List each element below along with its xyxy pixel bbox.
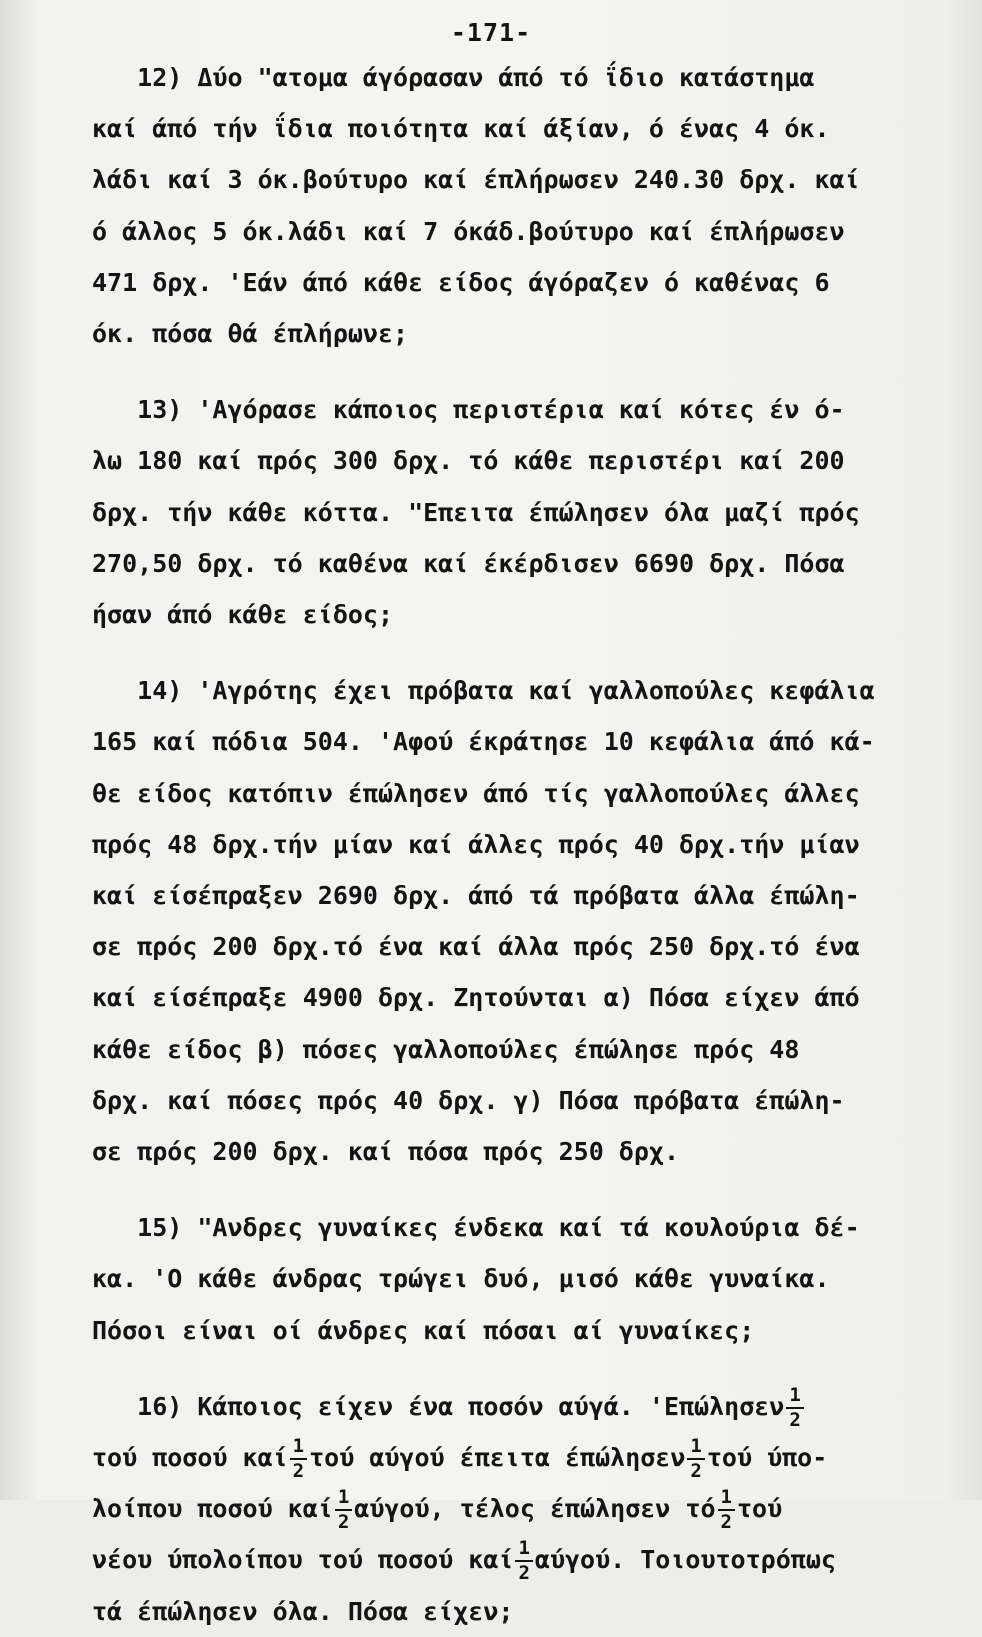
paragraph-gap xyxy=(92,1177,942,1202)
problem-line: 15) "Ανδρες γυναίκες ένδεκα καί τά κουλούρια δέ- xyxy=(92,1213,860,1243)
problems-list xyxy=(92,52,942,1356)
problem-line xyxy=(92,1586,942,1637)
problem-line: ήσαν άπό κάθε είδος; xyxy=(92,600,394,630)
problem-16-line-3c-text: τού xyxy=(736,1494,783,1524)
problem-16-line-2a-text: τού ποσού καί xyxy=(92,1443,288,1473)
problem-16-line-3b-text: αύγού, τέλος έπώλησεν τό xyxy=(354,1494,716,1524)
problem-line: Πόσοι είναι οί άνδρες καί πόσαι αί γυναίκες; xyxy=(92,1315,755,1345)
problem-line: ό άλλος 5 όκ.λάδι καί 7 όκάδ.βούτυρο καί έπλήρωσεν xyxy=(92,216,845,246)
problem-line: πρός 48 δρχ.τήν μίαν καί άλλες πρός 40 δρχ.τήν μίαν xyxy=(92,829,860,859)
problem-14 xyxy=(92,665,942,1177)
problem-line: λάδι καί 3 όκ.βούτυρο καί έπλήρωσεν 240.30 δρχ. καί xyxy=(92,165,860,195)
problem-line xyxy=(92,1534,942,1585)
page-number: -171- xyxy=(450,18,532,47)
fraction-one-half: $\frac{1}{2}$ xyxy=(718,1488,735,1532)
fraction-one-half: $\frac{1}{2}$ xyxy=(290,1437,307,1481)
problem-16-line-5-text: τά έπώλησεν όλα. Πόσα είχεν; xyxy=(92,1596,514,1626)
problem-line: καί είσέπραξεν 2690 δρχ. άπό τά πρόβατα άλλα έπώλη- xyxy=(92,881,860,911)
problem-line: 471 δρχ. 'Εάν άπό κάθε είδος άγόραζεν ό καθένας 6 xyxy=(92,267,830,297)
problem-line xyxy=(92,1381,942,1432)
problem-16-line-2c-text: τού ύπο- xyxy=(706,1443,828,1473)
problem-16-line-4b-text: αύγού. Τοιουτοτρόπως xyxy=(534,1545,836,1575)
fraction-one-half: $\frac{1}{2}$ xyxy=(687,1437,704,1481)
problem-line xyxy=(92,1483,942,1534)
problem-line: καί είσέπραξε 4900 δρχ. Ζητούνται α) Πόσα είχεν άπό xyxy=(92,983,860,1013)
problem-16 xyxy=(92,1381,942,1637)
problem-line xyxy=(92,1432,942,1483)
problem-line: κάθε είδος β) πόσες γαλλοπούλες έπώλησε πρός 48 xyxy=(92,1034,800,1064)
problem-line: όκ. πόσα θά έπλήρωνε; xyxy=(92,319,409,349)
problem-line: κα. 'Ο κάθε άνδρας τρώγει δυό, μισό κάθε γυναίκα. xyxy=(92,1264,830,1294)
problem-16-line-1-text: 16) Κάποιος είχεν ένα ποσόν αύγά. 'Επώλησεν xyxy=(92,1391,785,1421)
fraction-one-half: $\frac{1}{2}$ xyxy=(335,1488,352,1532)
problem-15 xyxy=(92,1202,942,1356)
problem-line: σε πρός 200 δρχ. καί πόσα πρός 250 δρχ. xyxy=(92,1137,679,1167)
problem-line: δρχ. καί πόσες πρός 40 δρχ. γ) Πόσα πρόβατα έπώλη- xyxy=(92,1085,845,1115)
problem-16-line-2b-text: τού αύγού έπειτα έπώλησεν xyxy=(309,1443,686,1473)
problem-line: 14) 'Αγρότης έχει πρόβατα καί γαλλοπούλες κεφάλια xyxy=(92,676,875,706)
paragraph-gap xyxy=(92,640,942,665)
problem-13 xyxy=(92,384,942,640)
fraction-one-half: $\frac{1}{2}$ xyxy=(786,1386,803,1430)
problem-line: 13) 'Αγόρασε κάποιος περιστέρια καί κότες έν ό- xyxy=(92,395,845,425)
problem-line: δρχ. τήν κάθε κόττα. "Επειτα έπώλησεν όλα μαζί πρός xyxy=(92,497,860,527)
problem-line: καί άπό τήν ΐδια ποιότητα καί άξίαν, ό ένας 4 όκ. xyxy=(92,114,830,144)
problem-line: 165 καί πόδια 504. 'Αφού έκράτησε 10 κεφάλια άπό κά- xyxy=(92,727,875,757)
problem-text xyxy=(92,52,942,1637)
problem-line: σε πρός 200 δρχ.τό ένα καί άλλα πρός 250 δρχ.τό ένα xyxy=(92,932,860,962)
fraction-one-half: $\frac{1}{2}$ xyxy=(515,1539,532,1583)
problem-line: θε είδος κατόπιν έπώλησεν άπό τίς γαλλοπούλες άλλες xyxy=(92,778,860,808)
paragraph-gap xyxy=(92,1356,942,1381)
problem-16-line-3a-text: λοίπου ποσού καί xyxy=(92,1494,333,1524)
problem-line: 12) Δύο "ατομα άγόρασαν άπό τό ΐδιο κατάστημα xyxy=(92,63,815,92)
problem-16-line-4a-text: νέου ύπολοίπου τού ποσού καί xyxy=(92,1545,514,1575)
problem-12 xyxy=(92,52,942,359)
problem-line: λω 180 καί πρός 300 δρχ. τό κάθε περιστέρι καί 200 xyxy=(92,446,845,476)
paragraph-gap xyxy=(92,359,942,384)
problem-line: 270,50 δρχ. τό καθένα καί έκέρδισεν 6690 δρχ. Πόσα xyxy=(92,548,845,578)
